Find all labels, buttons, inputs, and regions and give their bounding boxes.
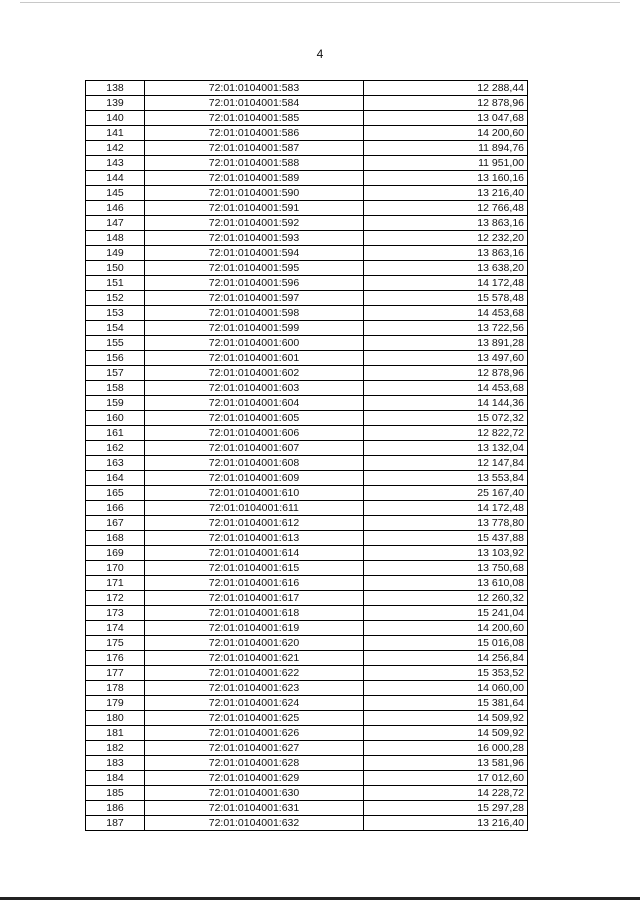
row-number: 154 — [86, 321, 145, 336]
area-value: 14 172,48 — [364, 501, 528, 516]
row-number: 168 — [86, 531, 145, 546]
row-number: 171 — [86, 576, 145, 591]
cadastral-number: 72:01:0104001:583 — [145, 81, 364, 96]
cadastral-number: 72:01:0104001:607 — [145, 441, 364, 456]
row-number: 173 — [86, 606, 145, 621]
table-row — [86, 231, 528, 246]
table-row — [86, 726, 528, 741]
cadastral-number: 72:01:0104001:620 — [145, 636, 364, 651]
area-value: 13 132,04 — [364, 441, 528, 456]
table-row — [86, 156, 528, 171]
cadastral-number: 72:01:0104001:609 — [145, 471, 364, 486]
area-value: 17 012,60 — [364, 771, 528, 786]
cadastral-number: 72:01:0104001:631 — [145, 801, 364, 816]
table-row — [86, 771, 528, 786]
cadastral-number: 72:01:0104001:629 — [145, 771, 364, 786]
row-number: 179 — [86, 696, 145, 711]
row-number: 172 — [86, 591, 145, 606]
area-value: 13 891,28 — [364, 336, 528, 351]
table-row — [86, 246, 528, 261]
table-row — [86, 651, 528, 666]
cadastral-number: 72:01:0104001:605 — [145, 411, 364, 426]
cadastral-number: 72:01:0104001:624 — [145, 696, 364, 711]
cadastral-number: 72:01:0104001:591 — [145, 201, 364, 216]
table-row — [86, 321, 528, 336]
table-row — [86, 576, 528, 591]
cadastral-number: 72:01:0104001:604 — [145, 396, 364, 411]
table-row — [86, 546, 528, 561]
table-row — [86, 396, 528, 411]
top-scan-edge — [20, 2, 620, 3]
cadastral-number: 72:01:0104001:614 — [145, 546, 364, 561]
row-number: 158 — [86, 381, 145, 396]
row-number: 152 — [86, 291, 145, 306]
area-value: 13 047,68 — [364, 111, 528, 126]
table-row — [86, 786, 528, 801]
area-value: 12 766,48 — [364, 201, 528, 216]
table-row — [86, 666, 528, 681]
area-value: 14 453,68 — [364, 306, 528, 321]
row-number: 187 — [86, 816, 145, 831]
table-row — [86, 111, 528, 126]
row-number: 159 — [86, 396, 145, 411]
table-row — [86, 696, 528, 711]
table-row — [86, 531, 528, 546]
row-number: 185 — [86, 786, 145, 801]
row-number: 153 — [86, 306, 145, 321]
cadastral-number: 72:01:0104001:613 — [145, 531, 364, 546]
area-value: 13 778,80 — [364, 516, 528, 531]
area-value: 12 232,20 — [364, 231, 528, 246]
table-row — [86, 141, 528, 156]
row-number: 178 — [86, 681, 145, 696]
cadastral-number: 72:01:0104001:619 — [145, 621, 364, 636]
cadastral-number: 72:01:0104001:611 — [145, 501, 364, 516]
cadastral-number: 72:01:0104001:622 — [145, 666, 364, 681]
cadastral-number: 72:01:0104001:590 — [145, 186, 364, 201]
row-number: 149 — [86, 246, 145, 261]
cadastral-number: 72:01:0104001:594 — [145, 246, 364, 261]
row-number: 167 — [86, 516, 145, 531]
area-value: 12 878,96 — [364, 366, 528, 381]
row-number: 155 — [86, 336, 145, 351]
cadastral-number: 72:01:0104001:603 — [145, 381, 364, 396]
area-value: 13 216,40 — [364, 816, 528, 831]
cadastral-number: 72:01:0104001:588 — [145, 156, 364, 171]
table-row — [86, 96, 528, 111]
cadastral-number: 72:01:0104001:632 — [145, 816, 364, 831]
row-number: 166 — [86, 501, 145, 516]
row-number: 169 — [86, 546, 145, 561]
row-number: 156 — [86, 351, 145, 366]
table-row — [86, 516, 528, 531]
row-number: 174 — [86, 621, 145, 636]
area-value: 12 822,72 — [364, 426, 528, 441]
table-row — [86, 741, 528, 756]
cadastral-number: 72:01:0104001:612 — [145, 516, 364, 531]
table-row — [86, 351, 528, 366]
area-value: 12 147,84 — [364, 456, 528, 471]
cadastral-number: 72:01:0104001:593 — [145, 231, 364, 246]
area-value: 13 160,16 — [364, 171, 528, 186]
row-number: 147 — [86, 216, 145, 231]
cadastral-number: 72:01:0104001:618 — [145, 606, 364, 621]
row-number: 186 — [86, 801, 145, 816]
cadastral-number: 72:01:0104001:623 — [145, 681, 364, 696]
row-number: 163 — [86, 456, 145, 471]
area-value: 12 878,96 — [364, 96, 528, 111]
cadastral-number: 72:01:0104001:625 — [145, 711, 364, 726]
table-row — [86, 171, 528, 186]
cadastral-number: 72:01:0104001:599 — [145, 321, 364, 336]
area-value: 11 951,00 — [364, 156, 528, 171]
row-number: 143 — [86, 156, 145, 171]
table-row — [86, 501, 528, 516]
row-number: 157 — [86, 366, 145, 381]
cadastral-number: 72:01:0104001:617 — [145, 591, 364, 606]
area-value: 13 216,40 — [364, 186, 528, 201]
area-value: 13 581,96 — [364, 756, 528, 771]
row-number: 182 — [86, 741, 145, 756]
cadastral-number: 72:01:0104001:626 — [145, 726, 364, 741]
table-row — [86, 261, 528, 276]
row-number: 142 — [86, 141, 145, 156]
area-value: 12 288,44 — [364, 81, 528, 96]
area-value: 13 863,16 — [364, 216, 528, 231]
table-row — [86, 336, 528, 351]
area-value: 14 509,92 — [364, 726, 528, 741]
cadastral-number: 72:01:0104001:600 — [145, 336, 364, 351]
bottom-scan-edge — [0, 897, 640, 900]
table-row — [86, 306, 528, 321]
area-value: 25 167,40 — [364, 486, 528, 501]
table-row — [86, 456, 528, 471]
area-value: 15 381,64 — [364, 696, 528, 711]
row-number: 148 — [86, 231, 145, 246]
area-value: 13 863,16 — [364, 246, 528, 261]
table-row — [86, 636, 528, 651]
cadastral-number: 72:01:0104001:608 — [145, 456, 364, 471]
table-row — [86, 561, 528, 576]
area-value: 15 072,32 — [364, 411, 528, 426]
area-value: 13 610,08 — [364, 576, 528, 591]
row-number: 138 — [86, 81, 145, 96]
table-row — [86, 186, 528, 201]
row-number: 183 — [86, 756, 145, 771]
area-value: 14 200,60 — [364, 126, 528, 141]
table-row — [86, 216, 528, 231]
table-row — [86, 756, 528, 771]
area-value: 14 256,84 — [364, 651, 528, 666]
area-value: 14 453,68 — [364, 381, 528, 396]
table-row — [86, 471, 528, 486]
table-row — [86, 276, 528, 291]
cadastral-number: 72:01:0104001:587 — [145, 141, 364, 156]
row-number: 177 — [86, 666, 145, 681]
area-value: 14 228,72 — [364, 786, 528, 801]
area-value: 14 144,36 — [364, 396, 528, 411]
page-number: 4 — [316, 47, 324, 61]
cadastral-number: 72:01:0104001:598 — [145, 306, 364, 321]
row-number: 184 — [86, 771, 145, 786]
cadastral-number: 72:01:0104001:627 — [145, 741, 364, 756]
area-value: 14 172,48 — [364, 276, 528, 291]
table-row — [86, 291, 528, 306]
table-row — [86, 486, 528, 501]
cadastral-number: 72:01:0104001:584 — [145, 96, 364, 111]
table-row — [86, 621, 528, 636]
row-number: 161 — [86, 426, 145, 441]
row-number: 160 — [86, 411, 145, 426]
row-number: 141 — [86, 126, 145, 141]
row-number: 165 — [86, 486, 145, 501]
cadastral-number: 72:01:0104001:616 — [145, 576, 364, 591]
area-value: 15 437,88 — [364, 531, 528, 546]
row-number: 170 — [86, 561, 145, 576]
area-value: 14 509,92 — [364, 711, 528, 726]
area-value: 13 103,92 — [364, 546, 528, 561]
table-row — [86, 381, 528, 396]
table-row — [86, 126, 528, 141]
area-value: 13 750,68 — [364, 561, 528, 576]
area-value: 15 353,52 — [364, 666, 528, 681]
area-value: 15 241,04 — [364, 606, 528, 621]
row-number: 175 — [86, 636, 145, 651]
row-number: 145 — [86, 186, 145, 201]
area-value: 14 200,60 — [364, 621, 528, 636]
row-number: 139 — [86, 96, 145, 111]
area-value: 13 722,56 — [364, 321, 528, 336]
table-row — [86, 411, 528, 426]
area-value: 13 638,20 — [364, 261, 528, 276]
table-body — [86, 81, 528, 831]
area-value: 15 578,48 — [364, 291, 528, 306]
table-row — [86, 441, 528, 456]
row-number: 140 — [86, 111, 145, 126]
area-value: 15 016,08 — [364, 636, 528, 651]
cadastral-number: 72:01:0104001:596 — [145, 276, 364, 291]
area-value: 13 497,60 — [364, 351, 528, 366]
cadastral-number: 72:01:0104001:628 — [145, 756, 364, 771]
area-value: 14 060,00 — [364, 681, 528, 696]
cadastral-number: 72:01:0104001:615 — [145, 561, 364, 576]
cadastral-number: 72:01:0104001:592 — [145, 216, 364, 231]
table-row — [86, 801, 528, 816]
row-number: 151 — [86, 276, 145, 291]
table-row — [86, 201, 528, 216]
table-row — [86, 816, 528, 831]
cadastral-number: 72:01:0104001:585 — [145, 111, 364, 126]
table-row — [86, 681, 528, 696]
row-number: 146 — [86, 201, 145, 216]
cadastral-number: 72:01:0104001:621 — [145, 651, 364, 666]
cadastral-table — [85, 80, 528, 831]
area-value: 13 553,84 — [364, 471, 528, 486]
table-row — [86, 81, 528, 96]
cadastral-number: 72:01:0104001:589 — [145, 171, 364, 186]
row-number: 176 — [86, 651, 145, 666]
area-value: 11 894,76 — [364, 141, 528, 156]
cadastral-number: 72:01:0104001:602 — [145, 366, 364, 381]
area-value: 15 297,28 — [364, 801, 528, 816]
row-number: 150 — [86, 261, 145, 276]
cadastral-number: 72:01:0104001:595 — [145, 261, 364, 276]
table-row — [86, 426, 528, 441]
row-number: 162 — [86, 441, 145, 456]
row-number: 180 — [86, 711, 145, 726]
row-number: 144 — [86, 171, 145, 186]
cadastral-number: 72:01:0104001:610 — [145, 486, 364, 501]
row-number: 164 — [86, 471, 145, 486]
table-row — [86, 366, 528, 381]
table-row — [86, 606, 528, 621]
table-row — [86, 711, 528, 726]
area-value: 12 260,32 — [364, 591, 528, 606]
table-row — [86, 591, 528, 606]
cadastral-number: 72:01:0104001:597 — [145, 291, 364, 306]
cadastral-number: 72:01:0104001:606 — [145, 426, 364, 441]
cadastral-number: 72:01:0104001:586 — [145, 126, 364, 141]
cadastral-number: 72:01:0104001:601 — [145, 351, 364, 366]
row-number: 181 — [86, 726, 145, 741]
area-value: 16 000,28 — [364, 741, 528, 756]
cadastral-number: 72:01:0104001:630 — [145, 786, 364, 801]
